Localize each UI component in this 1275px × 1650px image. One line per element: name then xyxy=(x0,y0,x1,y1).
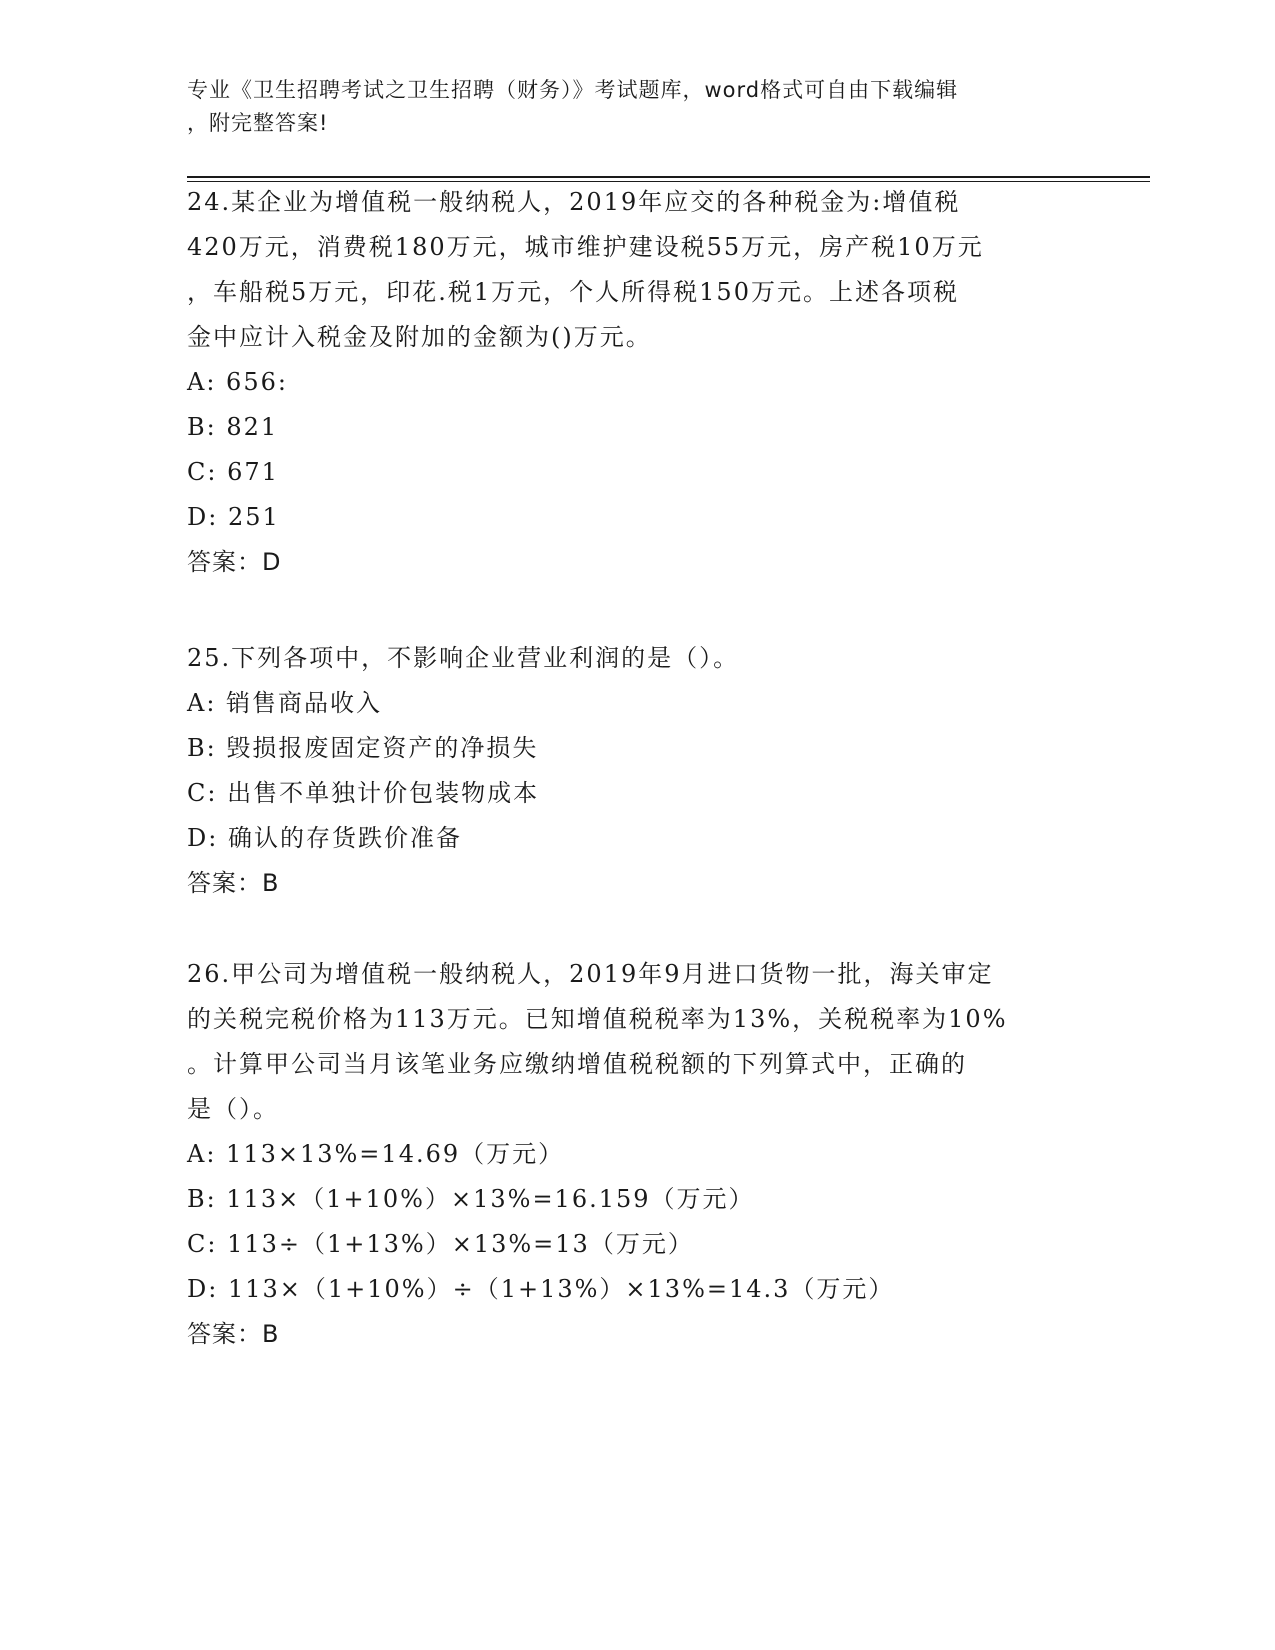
question-stem-line: 420万元，消费税180万元，城市维护建设税55万元，房产税10万元 xyxy=(187,233,984,261)
option-a: A: 113×13%=14.69（万元） xyxy=(187,1140,565,1168)
option-a: A: 销售商品收入 xyxy=(187,689,383,717)
answer-line: 答案：B xyxy=(187,869,280,897)
question-stem-line: 26.甲公司为增值税一般纳税人，2019年9月进口货物一批，海关审定 xyxy=(187,960,994,988)
document-header xyxy=(187,74,1067,140)
header-line-1: 专业《卫生招聘考试之卫生招聘（财务）》考试题库，word格式可自由下载编辑 xyxy=(187,78,959,102)
question-stem-line: 24.某企业为增值税一般纳税人，2019年应交的各种税金为:增值税 xyxy=(187,188,961,216)
question-stem-line: 的关税完税价格为113万元。已知增值税税率为13%，关税税率为10% xyxy=(187,1005,1008,1033)
question-stem-line: 金中应计入税金及附加的金额为()万元。 xyxy=(187,323,652,351)
question-stem-line: 。计算甲公司当月该笔业务应缴纳增值税税额的下列算式中，正确的 xyxy=(187,1050,967,1078)
question-26 xyxy=(187,952,1087,1357)
option-c: C: 113÷（1+13%）×13%=13（万元） xyxy=(187,1230,694,1258)
option-a: A: 656: xyxy=(187,368,288,396)
question-stem-line: ，车船税5万元，印花.税1万元，个人所得税150万元。上述各项税 xyxy=(187,278,959,306)
option-c: C: 671 xyxy=(187,458,279,486)
header-divider-thick xyxy=(187,176,1150,178)
header-line-2: ，附完整答案! xyxy=(187,111,329,135)
option-d: D: 251 xyxy=(187,503,280,531)
option-b: B: 113×（1+10%）×13%=16.159（万元） xyxy=(187,1185,755,1213)
answer-line: 答案：B xyxy=(187,1320,280,1348)
option-c: C: 出售不单独计价包装物成本 xyxy=(187,779,540,807)
question-stem-line: 是（）。 xyxy=(187,1095,279,1123)
answer-line: 答案：D xyxy=(187,548,282,576)
option-d: D: 确认的存货跌价准备 xyxy=(187,824,462,852)
question-stem-line: 25.下列各项中，不影响企业营业利润的是（）。 xyxy=(187,644,740,672)
question-24 xyxy=(187,180,1087,585)
question-25 xyxy=(187,636,1087,906)
option-b: B: 毁损报废固定资产的净损失 xyxy=(187,734,539,762)
option-d: D: 113×（1+10%）÷（1+13%）×13%=14.3（万元） xyxy=(187,1275,895,1303)
option-b: B: 821 xyxy=(187,413,279,441)
